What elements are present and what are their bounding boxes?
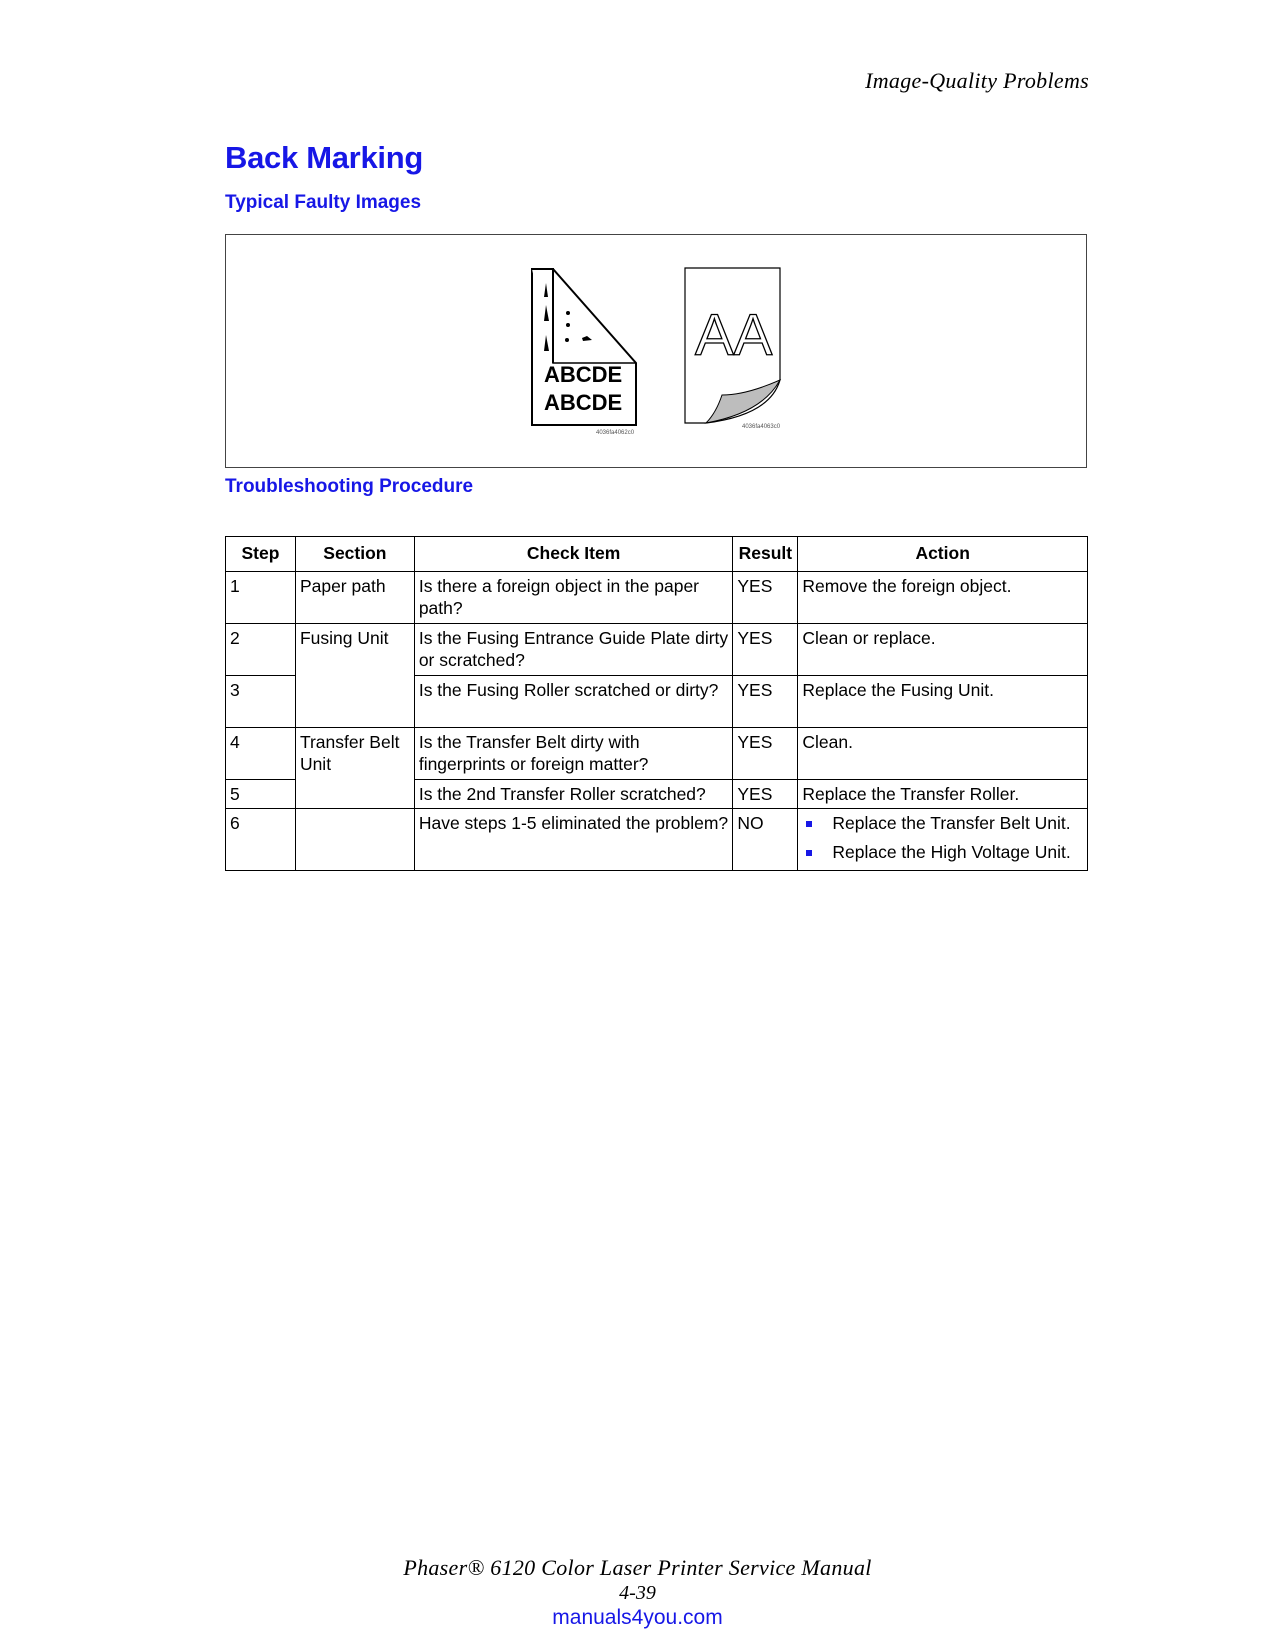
cell-check-item: Is the 2nd Transfer Roller scratched? <box>414 780 733 809</box>
cell-section: Paper path <box>295 572 414 624</box>
cell-action: Clean. <box>798 728 1088 780</box>
cell-step: 3 <box>226 676 296 728</box>
table-row <box>226 728 1088 780</box>
cell-result: NO <box>733 809 798 871</box>
subhead-troubleshooting-procedure: Troubleshooting Procedure <box>225 476 474 497</box>
cell-check-item: Have steps 1-5 eliminated the problem? <box>414 809 733 871</box>
subhead-typical-faulty-images: Typical Faulty Images <box>225 192 422 213</box>
table-row <box>226 572 1088 624</box>
cell-result: YES <box>733 624 798 676</box>
header-step: Step <box>226 537 296 572</box>
fig-left-line2: ABCDE <box>544 390 623 415</box>
cell-action: Replace the Fusing Unit. <box>798 676 1088 728</box>
cell-action: Remove the foreign object. <box>798 572 1088 624</box>
cell-check-item: Is the Fusing Roller scratched or dirty? <box>414 676 733 728</box>
cell-result: YES <box>733 572 798 624</box>
action-list-item <box>802 841 1083 863</box>
cell-section: Fusing Unit <box>295 624 414 676</box>
troubleshooting-table <box>225 536 1088 871</box>
header-check-item: Check Item <box>414 537 733 572</box>
header-section: Section <box>295 537 414 572</box>
cell-section: Transfer Belt Unit <box>295 728 414 780</box>
cell-section <box>295 780 414 809</box>
cell-section <box>295 676 414 728</box>
action-list-item-text: Replace the Transfer Belt Unit. <box>832 813 1071 833</box>
fig-left-code: 4036fa4062c0 <box>596 430 635 436</box>
cell-check-item: Is the Fusing Entrance Guide Plate dirty or scratched? <box>414 624 733 676</box>
cell-step: 6 <box>226 809 296 871</box>
cell-action <box>798 809 1088 871</box>
cell-step: 4 <box>226 728 296 780</box>
header-action: Action <box>798 537 1088 572</box>
table-header-row <box>226 537 1088 572</box>
bullet-square-icon <box>806 821 812 827</box>
table-row <box>226 676 1088 728</box>
faulty-images-illustration <box>226 235 1088 469</box>
cell-step: 2 <box>226 624 296 676</box>
fig-right-text: AA <box>695 303 773 368</box>
table-row <box>226 809 1088 871</box>
running-header: Image-Quality Problems <box>865 68 1089 93</box>
cell-result: YES <box>733 728 798 780</box>
cell-action: Replace the Transfer Roller. <box>798 780 1088 809</box>
table-row <box>226 624 1088 676</box>
fig-left-line1: ABCDE <box>544 362 623 387</box>
cell-section <box>295 809 414 871</box>
action-list <box>802 812 1083 863</box>
faulty-images-figure <box>225 234 1087 468</box>
footer-page-number: 4-39 <box>619 1582 656 1604</box>
fig-right-code: 4036fa4063c0 <box>742 424 781 430</box>
cell-step: 1 <box>226 572 296 624</box>
cell-result: YES <box>733 780 798 809</box>
back-marking-sample-right <box>685 268 781 430</box>
cell-check-item: Is there a foreign object in the paper path? <box>414 572 733 624</box>
back-marking-sample-left <box>532 269 636 436</box>
header-result: Result <box>733 537 798 572</box>
footer-site-link[interactable]: manuals4you.com <box>552 1606 723 1629</box>
cell-result: YES <box>733 676 798 728</box>
action-list-item <box>802 812 1083 834</box>
footer-manual-title: Phaser® 6120 Color Laser Printer Service Manual <box>403 1555 872 1580</box>
cell-action: Clean or replace. <box>798 624 1088 676</box>
action-list-item-text: Replace the High Voltage Unit. <box>832 842 1071 862</box>
bullet-square-icon <box>806 850 812 856</box>
table-row <box>226 780 1088 809</box>
cell-step: 5 <box>226 780 296 809</box>
page-title: Back Marking <box>225 140 423 175</box>
cell-check-item: Is the Transfer Belt dirty with fingerprints or foreign matter? <box>414 728 733 780</box>
